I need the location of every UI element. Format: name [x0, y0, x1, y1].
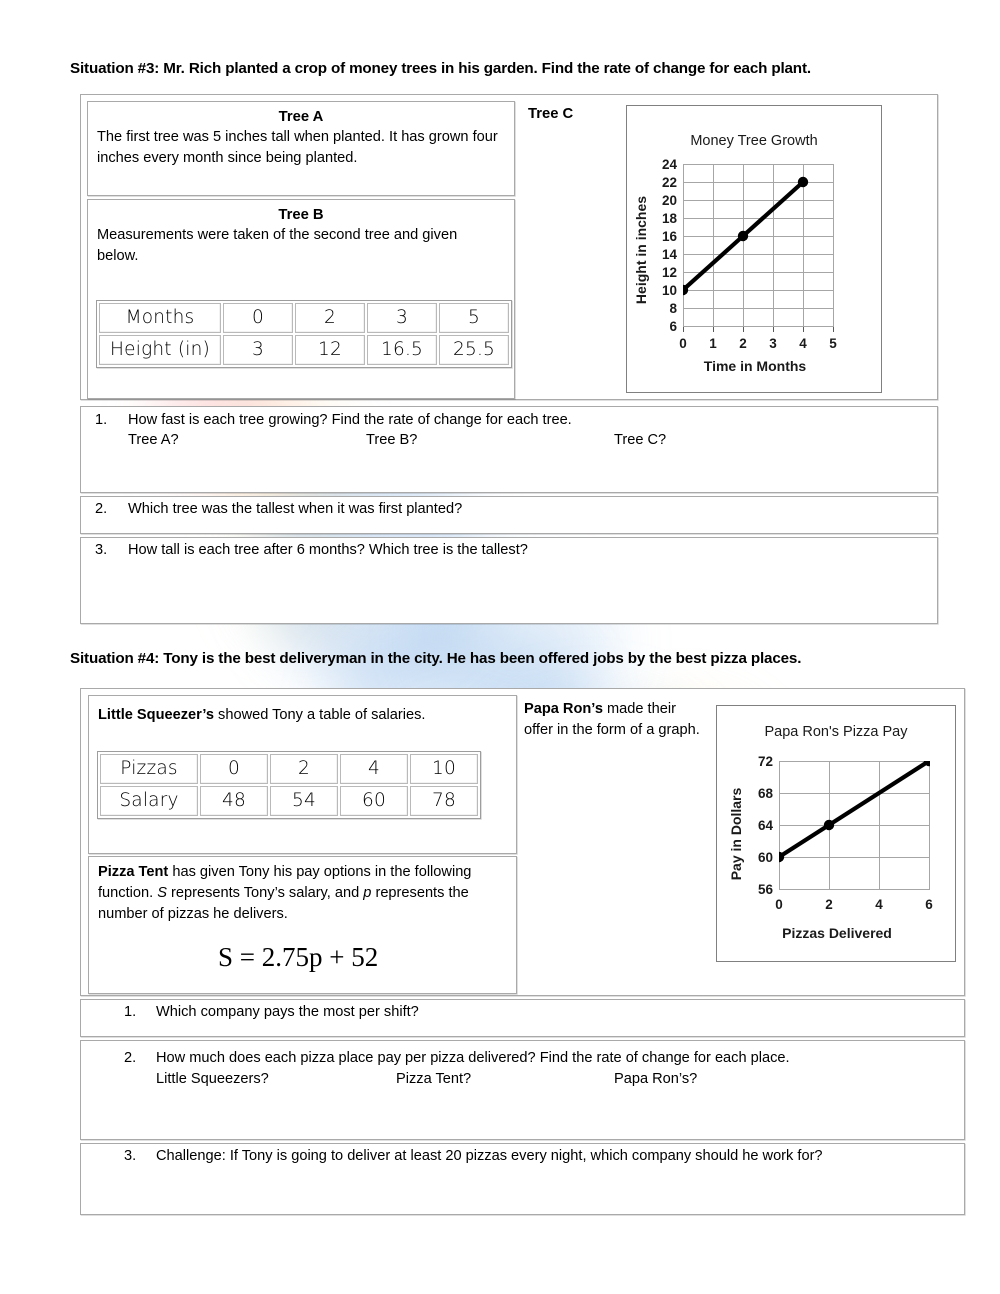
s3-q3-number: 3.: [95, 542, 108, 558]
x-tick: 4: [799, 336, 807, 351]
tree-b-text: Measurements were taken of the second tree and given below.: [97, 227, 458, 264]
cell: 78: [410, 786, 478, 816]
y-tick: 16: [661, 229, 677, 244]
x-tick: 2: [825, 897, 833, 912]
y-tick: 20: [661, 193, 677, 208]
tree-a-box: [87, 101, 515, 196]
chart-y-axis-label: Height in inches: [633, 195, 649, 305]
chart-x-axis-label: Time in Months: [703, 358, 807, 374]
cell: 54: [270, 786, 338, 816]
row-label: Height (in): [99, 335, 221, 365]
table-row: [100, 754, 478, 784]
little-squeezers-rest: showed Tony a table of salaries.: [213, 707, 426, 723]
pizza-tent-var-p: p: [363, 885, 372, 901]
s3-q1-sub-tree-b: Tree B?: [366, 432, 418, 448]
x-tick: 2: [739, 336, 747, 351]
cell: 25.5: [439, 335, 509, 365]
s4-q2-sub-papa-rons: Papa Ron’s?: [614, 1071, 698, 1087]
cell: 0: [223, 303, 293, 333]
table-row: [100, 786, 478, 816]
table-row: [99, 335, 509, 365]
row-label: Months: [99, 303, 221, 333]
s3-q3-text: How tall is each tree after 6 months? Which tree is the tallest?: [128, 542, 528, 558]
s4-q2-text: How much does each pizza place pay per pizza delivered? Find the rate of change for each place.: [156, 1050, 790, 1066]
tree-b-box: [87, 199, 515, 399]
plot-area: [683, 164, 834, 327]
table-row: [99, 303, 509, 333]
papa-rons-pizza-pay-chart: [716, 705, 956, 962]
x-tick: 3: [769, 336, 777, 351]
cell: 3: [367, 303, 437, 333]
pizza-tent-name: Pizza Tent: [98, 864, 169, 880]
y-tick: 14: [661, 247, 677, 262]
s3-q2-number: 2.: [95, 501, 108, 517]
cell: 60: [340, 786, 408, 816]
papa-rons-rest: made their offer in the form of a graph.: [524, 701, 700, 738]
s4-q2-sub-little-squeezers: Little Squeezers?: [156, 1071, 269, 1087]
little-squeezers-name: Little Squeezer’s: [98, 707, 214, 723]
y-tick: 6: [669, 319, 677, 334]
s4-q2-number: 2.: [124, 1050, 137, 1066]
row-label: Pizzas: [100, 754, 198, 784]
chart-y-axis-label: Pay in Dollars: [728, 787, 744, 881]
y-tick: 22: [661, 175, 677, 190]
y-tick: 60: [757, 850, 773, 865]
situation-3-title: Situation #3: Mr. Rich planted a crop of money trees in his garden. Find the rate of change for each plant.: [70, 60, 811, 77]
papa-rons-name: Papa Ron’s: [524, 701, 603, 717]
tree-b-table: [96, 300, 512, 368]
x-tick: 4: [875, 897, 883, 912]
tree-c-heading: Tree C: [528, 106, 574, 122]
pizza-tent-var-s: S: [157, 885, 167, 901]
cell: 10: [410, 754, 478, 784]
pizza-tent-rest1: has given Tony his pay options in the following function.: [98, 864, 472, 901]
y-tick: 10: [661, 283, 677, 298]
s3-q2-text: Which tree was the tallest when it was first planted?: [128, 501, 463, 517]
s4-q1-text: Which company pays the most per shift?: [156, 1004, 419, 1020]
pizza-tent-equation: S = 2.75p + 52: [218, 942, 379, 972]
chart-x-axis-label: Pizzas Delivered: [782, 925, 892, 941]
tree-a-heading: Tree A: [278, 109, 324, 125]
x-tick: 1: [709, 336, 717, 351]
y-tick: 18: [661, 211, 677, 226]
s3-q1-text: How fast is each tree growing? Find the rate of change for each tree.: [128, 412, 572, 428]
cell: 4: [340, 754, 408, 784]
cell: 2: [295, 303, 365, 333]
papa-rons-text: [524, 699, 704, 741]
cell: 12: [295, 335, 365, 365]
pizza-tent-box: [88, 856, 517, 994]
s4-q3-number: 3.: [124, 1148, 137, 1164]
y-tick: 12: [661, 265, 677, 280]
little-squeezers-table: [97, 751, 481, 819]
tree-b-heading: Tree B: [278, 207, 324, 223]
x-tick: 6: [925, 897, 933, 912]
x-tick: 0: [679, 336, 687, 351]
s4-q2-sub-pizza-tent: Pizza Tent?: [396, 1071, 472, 1087]
money-tree-growth-chart: [626, 105, 882, 393]
chart-title: Papa Ron's Pizza Pay: [764, 724, 908, 740]
y-tick: 68: [757, 786, 773, 801]
cell: 48: [200, 786, 268, 816]
little-squeezers-text: [98, 705, 504, 726]
y-tick: 8: [669, 301, 677, 316]
situation-4-title: Situation #4: Tony is the best deliveryman in the city. He has been offered jobs by the best pizza places.: [70, 650, 802, 667]
s3-q1-sub-tree-c: Tree C?: [614, 432, 667, 448]
plot-area: [779, 761, 930, 890]
x-tick: 0: [775, 897, 783, 912]
s3-q1-sub-tree-a: Tree A?: [128, 432, 179, 448]
pizza-tent-rest2: represents Tony’s salary, and: [166, 885, 364, 901]
cell: 5: [439, 303, 509, 333]
x-tick: 5: [829, 336, 837, 351]
pizza-tent-text: [98, 862, 502, 925]
cell: 3: [223, 335, 293, 365]
cell: 16.5: [367, 335, 437, 365]
y-tick: 56: [757, 882, 773, 897]
y-tick: 72: [757, 754, 773, 769]
s4-q3-text: Challenge: If Tony is going to deliver at least 20 pizzas every night, which company should he work for?: [156, 1148, 823, 1164]
cell: 0: [200, 754, 268, 784]
y-tick: 64: [757, 818, 773, 833]
tree-a-text: The first tree was 5 inches tall when planted. It has grown four inches every month since being planted.: [97, 129, 498, 166]
cell: 2: [270, 754, 338, 784]
y-tick: 24: [661, 157, 677, 172]
row-label: Salary: [100, 786, 198, 816]
chart-title: Money Tree Growth: [690, 133, 818, 149]
s4-q1-number: 1.: [124, 1004, 137, 1020]
pizza-tent-rest3: represents the number of pizzas he delivers.: [98, 885, 469, 922]
s3-q1-number: 1.: [95, 412, 108, 428]
